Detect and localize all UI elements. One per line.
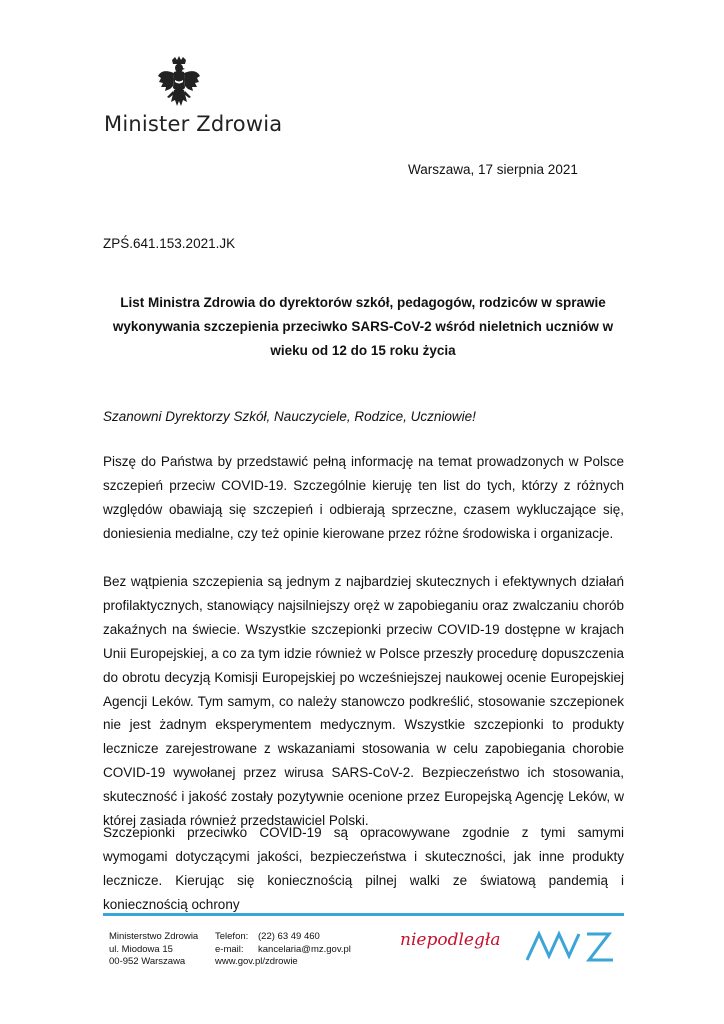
footer-address (109, 931, 198, 969)
place-date: Warszawa, 17 sierpnia 2021 (408, 162, 578, 177)
title-line: wykonywania szczepienia przeciwko SARS-CoV-2 wśród nieletnich uczniów w (112, 319, 614, 334)
paragraph: Piszę do Państwa by przedstawić pełną informację na temat prowadzonych w Polsce szczepień przeciw COVID-19. Szczególnie kieruję ten list do tych, którzy z różnych względów obawiają się szczepień i odbierają sprzeczne, czasem wykluczające się, doniesienia medialne, czy też opinie kierowane przez różne środowiska i organizacje. (103, 454, 624, 541)
niepodlegla-logo: niepodległa (400, 930, 501, 950)
title-line: wieku od 12 do 15 roku życia (270, 343, 456, 358)
paragraph: Szczepionki przeciwko COVID-19 są opracowywane zgodnie z tymi samymi wymogami dotyczącymi jakości, bezpieczeństwa i skuteczności, jak inne produkty lecznicze. Kierując się koniecznością pilnej walki ze światową pandemią i koniecznością ochrony (103, 825, 624, 912)
address-line: 00-952 Warszawa (109, 956, 186, 967)
address-line: ul. Miodowa 15 (109, 943, 173, 955)
footer-divider (103, 913, 624, 916)
phone-label: Telefon: (215, 931, 249, 942)
org-name: Minister Zdrowia (104, 112, 283, 136)
phone-value: (22) 63 49 460 (258, 931, 320, 942)
email-link[interactable]: kancelaria@mz.gov.pl (258, 943, 351, 955)
footer-contact-values (258, 931, 351, 956)
paragraph: Bez wątpienia szczepienia są jednym z najbardziej skutecznych i efektywnych działań profilaktycznych, stanowiący najsilniejszy oręż w zapobieganiu oraz zwalczaniu chorób zakaźnych na świecie. Wszystkie szczepionki przeciw COVID-19 dostępne w krajach Unii Europejskiej, a co za tym idzie również w Polsce przeszły procedurę dopuszczenia do obrotu decyzją Komisji Europejskiej po wcześniejszej naukowej ocenie Europejskiej Agencji Leków. Tym samym, co należy stanowczo podkreślić, stosowanie szczepionek nie jest żadnym eksperymentem medycznym. Wszystkie szczepionki to produkty lecznicze zarejestrowane z wskazaniami stosowania w celu zapobiegania chorobie COVID-19 wywołanej przez wirusa SARS-CoV-2. Bezpieczeństwo ich stosowania, skuteczność i jakość zostały pozytywnie ocenione przez Europejską Agencję Leków, w której zasiada również przedstawiciel Polski. (103, 574, 624, 829)
address-line: Ministerstwo Zdrowia (109, 931, 199, 942)
mz-logo-icon (525, 928, 615, 962)
email-label: e-mail: (215, 943, 244, 955)
polish-eagle-icon (156, 56, 202, 112)
letter-title (103, 291, 623, 363)
website-link[interactable]: www.gov.pl/zdrowie (215, 956, 298, 967)
salutation: Szanowni Dyrektorzy Szkół, Nauczyciele, Rodzice, Uczniowie! (103, 409, 476, 424)
title-line: List Ministra Zdrowia do dyrektorów szkół, pedagogów, rodziców w sprawie (120, 295, 606, 310)
reference-number: ZPŚ.641.153.2021.JK (103, 236, 236, 251)
